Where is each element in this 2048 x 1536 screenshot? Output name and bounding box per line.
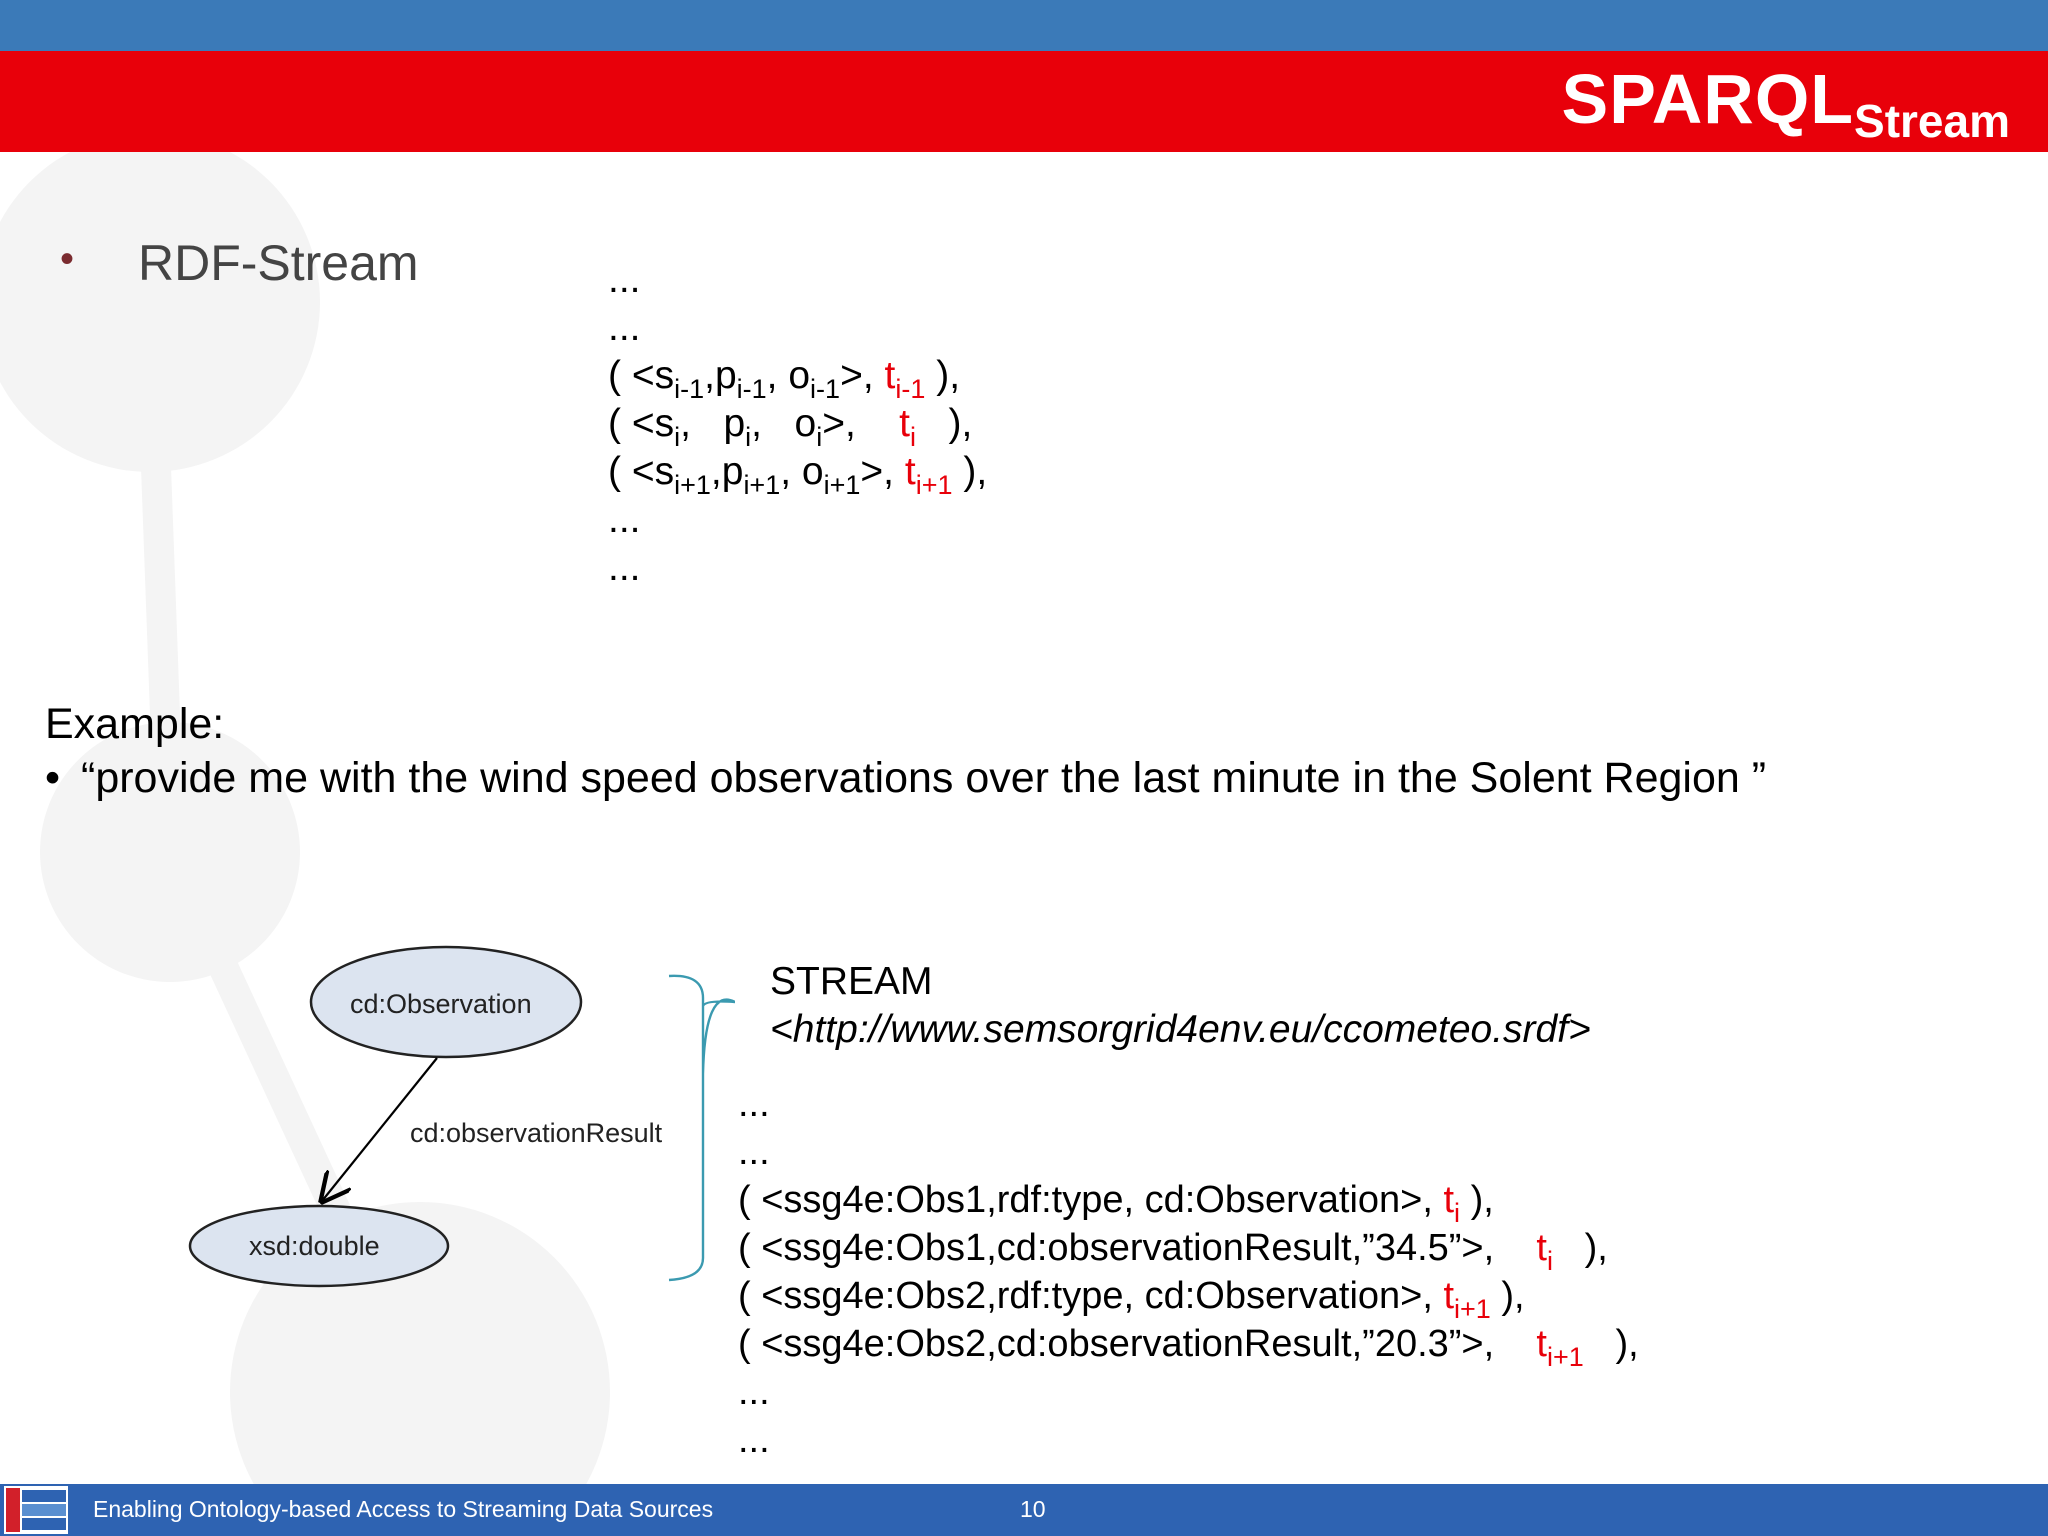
slide-title bbox=[1561, 60, 2010, 147]
generic-rdf-stream bbox=[608, 256, 987, 592]
timestamp: $t_{i-1}$ bbox=[884, 354, 926, 404]
ellipsis-line: ... bbox=[738, 1083, 770, 1125]
timestamp: $t_i$ bbox=[899, 402, 916, 452]
stream-declaration bbox=[770, 958, 1591, 1054]
section-heading: RDF-Stream bbox=[138, 235, 419, 291]
timestamp: $t_i$ bbox=[1443, 1179, 1461, 1228]
bullet-marker: • bbox=[45, 754, 61, 802]
stream-line-prev: ( $<s_{i-1},p_{i-1}$, $o_{i-1}>$, $t_{i-1}$ ), bbox=[608, 354, 961, 404]
timestamp: $t_i$ bbox=[1536, 1227, 1553, 1276]
stream-triple-line: ( <ssg4e:Obs2,cd:observationResult,”20.3”>, $t_{i+1}$ ), bbox=[738, 1323, 1639, 1372]
bracket-connector bbox=[665, 970, 735, 1285]
ellipsis-line: ... bbox=[608, 306, 641, 349]
ellipsis-line: ... bbox=[738, 1371, 770, 1413]
ellipsis-line: ... bbox=[608, 258, 641, 301]
double-node-label: xsd:double bbox=[249, 1231, 380, 1261]
title-main: SPARQL bbox=[1561, 60, 1855, 138]
project-logo-icon bbox=[4, 1486, 68, 1534]
stream-url: <http://www.semsorgrid4env.eu/ccometeo.srdf> bbox=[770, 1008, 1591, 1051]
ellipsis-line: ... bbox=[738, 1131, 770, 1173]
stream-triple-line: ( <ssg4e:Obs1,rdf:type, cd:Observation>, $t_i$ ), bbox=[738, 1179, 1494, 1228]
ellipsis-line: ... bbox=[608, 546, 641, 589]
ellipsis-line: ... bbox=[608, 498, 641, 541]
bullet-marker: • bbox=[60, 237, 75, 281]
observation-node-label: cd:Observation bbox=[350, 989, 532, 1019]
timestamp: $t_{i+1}$ bbox=[904, 450, 953, 500]
example-heading: Example: bbox=[45, 700, 225, 748]
stream-line-next: ( $<s_{i+1},p_{i+1}$, $o_{i+1}>$, $t_{i+1}$ ), bbox=[608, 450, 988, 500]
stream-triple-line: ( <ssg4e:Obs2,rdf:type, cd:Observation>, $t_{i+1}$ ), bbox=[738, 1275, 1525, 1324]
footer-title: Enabling Ontology-based Access to Streaming Data Sources bbox=[93, 1496, 714, 1522]
edge-label: cd:observationResult bbox=[410, 1118, 663, 1148]
stream-triple-line: ( <ssg4e:Obs1,cd:observationResult,”34.5”>, $t_i$ ), bbox=[738, 1227, 1608, 1276]
stream-keyword: STREAM bbox=[770, 960, 933, 1003]
stream-line-current: ( $<s_i$, $p_i$, $o_i>$, $t_i$ ), bbox=[608, 402, 973, 452]
timestamp: $t_{i+1}$ bbox=[1536, 1323, 1584, 1372]
page-number: 10 bbox=[1020, 1496, 1046, 1522]
title-subscript: Stream bbox=[1854, 95, 2010, 147]
example-quote-text: “provide me with the wind speed observations over the last minute in the Solent Region ” bbox=[81, 754, 1767, 802]
example-rdf-stream bbox=[738, 1080, 1639, 1464]
example-query bbox=[45, 754, 1766, 803]
ellipsis-line: ... bbox=[738, 1419, 770, 1461]
top-color-band bbox=[0, 0, 2048, 51]
timestamp: $t_{i+1}$ bbox=[1443, 1275, 1491, 1324]
